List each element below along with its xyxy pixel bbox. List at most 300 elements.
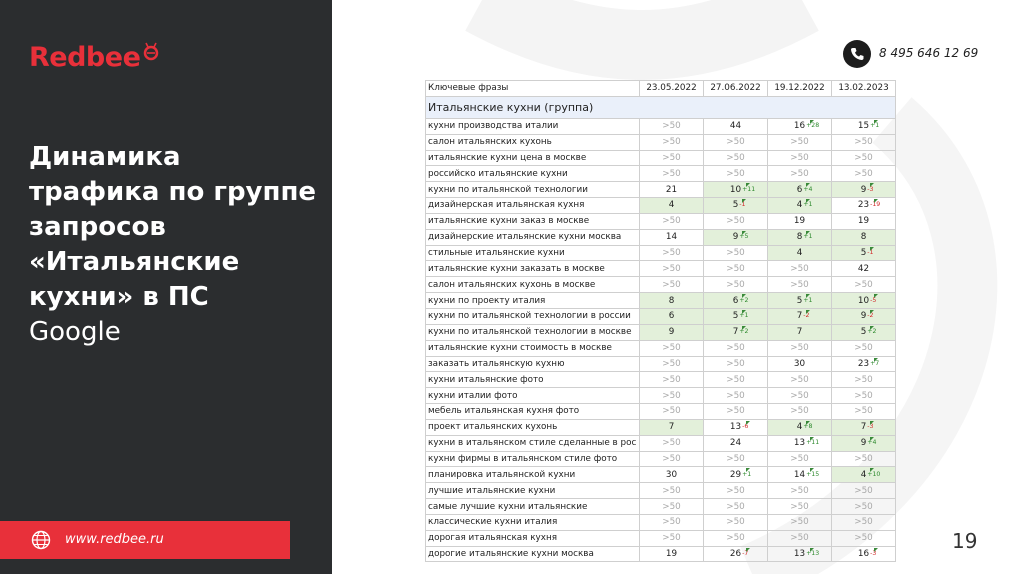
phone-icon[interactable] bbox=[843, 40, 871, 68]
keyword-cell: стильные итальянские кухни bbox=[426, 245, 640, 261]
position-change: -1 bbox=[739, 201, 746, 209]
table-row bbox=[426, 277, 896, 293]
position-value: 23 +7 bbox=[857, 358, 880, 369]
position-cell bbox=[768, 546, 832, 562]
position-change: -7 bbox=[742, 550, 749, 558]
position-value: >50 bbox=[726, 168, 745, 179]
page-number: 19 bbox=[952, 529, 978, 553]
position-change: +11 bbox=[742, 185, 756, 193]
keyword-cell: кухни италии фото bbox=[426, 388, 640, 404]
table-row bbox=[426, 293, 896, 309]
position-cell bbox=[768, 229, 832, 245]
position-cell bbox=[832, 182, 896, 198]
position-cell bbox=[704, 261, 768, 277]
position-change: +2 bbox=[867, 328, 877, 336]
position-value: 5 +1 bbox=[732, 311, 749, 322]
position-change: -2 bbox=[803, 312, 810, 320]
position-cell bbox=[832, 499, 896, 515]
position-cell bbox=[704, 546, 768, 562]
position-value: >50 bbox=[726, 533, 745, 544]
position-value: >50 bbox=[790, 390, 809, 401]
position-value: >50 bbox=[662, 533, 681, 544]
keyword-cell: кухни по проекту италия bbox=[426, 293, 640, 309]
keyword-cell: планировка итальянской кухни bbox=[426, 467, 640, 483]
position-cell bbox=[704, 514, 768, 530]
position-cell bbox=[832, 261, 896, 277]
position-value: >50 bbox=[662, 485, 681, 496]
change-flag-icon bbox=[742, 231, 746, 235]
position-value: >50 bbox=[790, 517, 809, 528]
position-cell bbox=[640, 451, 704, 467]
position-value: 7 bbox=[668, 422, 675, 433]
position-change: -3 bbox=[867, 185, 874, 193]
keyword-cell: проект итальянских кухонь bbox=[426, 419, 640, 435]
position-cell bbox=[704, 530, 768, 546]
group-row bbox=[426, 96, 896, 118]
position-value: 9 +5 bbox=[732, 232, 749, 243]
position-cell bbox=[832, 372, 896, 388]
position-value: 6 bbox=[668, 311, 675, 322]
position-change: +5 bbox=[739, 233, 749, 241]
position-value: 7 +2 bbox=[732, 327, 749, 338]
position-cell bbox=[832, 451, 896, 467]
position-value: >50 bbox=[854, 501, 873, 512]
position-cell bbox=[704, 356, 768, 372]
position-value: >50 bbox=[662, 263, 681, 274]
position-cell bbox=[768, 166, 832, 182]
table-row bbox=[426, 451, 896, 467]
table-row bbox=[426, 118, 896, 134]
keyword-cell: кухни по итальянской технологии bbox=[426, 182, 640, 198]
position-change: -2 bbox=[867, 312, 874, 320]
keyword-cell: итальянские кухни заказать в москве bbox=[426, 261, 640, 277]
position-value: 7 -2 bbox=[796, 311, 810, 322]
table-row bbox=[426, 530, 896, 546]
column-header-date: 23.05.2022 bbox=[640, 81, 704, 97]
position-value: 5 -1 bbox=[732, 200, 746, 211]
change-flag-icon bbox=[806, 310, 810, 314]
column-header-keywords: Ключевые фразы bbox=[426, 81, 640, 97]
change-flag-icon bbox=[870, 247, 874, 251]
position-change: -3 bbox=[870, 550, 877, 558]
position-value: >50 bbox=[790, 137, 809, 148]
position-change: +10 bbox=[867, 470, 881, 478]
position-cell bbox=[704, 293, 768, 309]
position-cell bbox=[832, 277, 896, 293]
position-cell bbox=[768, 213, 832, 229]
position-cell bbox=[704, 229, 768, 245]
position-cell bbox=[832, 435, 896, 451]
position-value: >50 bbox=[726, 453, 745, 464]
table-row bbox=[426, 166, 896, 182]
position-value: 7 bbox=[796, 327, 803, 338]
position-cell bbox=[640, 514, 704, 530]
table-row bbox=[426, 435, 896, 451]
position-value: >50 bbox=[790, 485, 809, 496]
position-cell bbox=[768, 419, 832, 435]
position-cell bbox=[640, 118, 704, 134]
change-flag-icon bbox=[746, 421, 750, 425]
table-row bbox=[426, 467, 896, 483]
table-row bbox=[426, 404, 896, 420]
position-cell bbox=[768, 530, 832, 546]
position-value: 10 -5 bbox=[857, 295, 877, 306]
keyword-cell: мебель итальянская кухня фото bbox=[426, 404, 640, 420]
position-value: >50 bbox=[854, 485, 873, 496]
position-value: 5 +1 bbox=[796, 295, 813, 306]
change-flag-icon bbox=[810, 120, 814, 124]
position-cell bbox=[768, 261, 832, 277]
position-cell bbox=[768, 467, 832, 483]
position-value: >50 bbox=[726, 485, 745, 496]
position-value: 4 bbox=[796, 248, 803, 259]
keyword-cell: заказать итальянскую кухню bbox=[426, 356, 640, 372]
position-cell bbox=[640, 546, 704, 562]
position-cell bbox=[640, 277, 704, 293]
position-value: >50 bbox=[662, 152, 681, 163]
position-value: 19 bbox=[793, 216, 806, 227]
table-row bbox=[426, 261, 896, 277]
position-value: 4 bbox=[668, 200, 675, 211]
position-cell bbox=[704, 372, 768, 388]
position-cell bbox=[640, 388, 704, 404]
position-value: 23 -19 bbox=[857, 200, 881, 211]
position-value: 42 bbox=[857, 263, 870, 274]
position-cell bbox=[704, 435, 768, 451]
position-value: >50 bbox=[854, 453, 873, 464]
position-change: +4 bbox=[803, 185, 813, 193]
keyword-cell: лучшие итальянские кухни bbox=[426, 483, 640, 499]
redbee-logo[interactable] bbox=[29, 42, 140, 73]
position-cell bbox=[768, 372, 832, 388]
position-cell bbox=[832, 388, 896, 404]
change-flag-icon bbox=[742, 310, 746, 314]
website-url[interactable]: www.redbee.ru bbox=[65, 532, 164, 547]
position-cell bbox=[768, 150, 832, 166]
position-value: 30 bbox=[793, 358, 806, 369]
position-cell bbox=[640, 293, 704, 309]
position-value: >50 bbox=[726, 216, 745, 227]
position-cell bbox=[640, 530, 704, 546]
position-cell bbox=[704, 308, 768, 324]
keyword-cell: кухни фирмы в итальянском стиле фото bbox=[426, 451, 640, 467]
position-value: 9 -2 bbox=[860, 311, 874, 322]
change-flag-icon bbox=[806, 294, 810, 298]
position-cell bbox=[704, 388, 768, 404]
table-row bbox=[426, 419, 896, 435]
position-change: -1 bbox=[867, 249, 874, 257]
position-value: >50 bbox=[662, 517, 681, 528]
table-row bbox=[426, 340, 896, 356]
position-change: +2 bbox=[739, 296, 749, 304]
keyword-cell: дизайнерская итальянская кухня bbox=[426, 198, 640, 214]
position-change: +1 bbox=[803, 201, 813, 209]
position-change: +11 bbox=[806, 439, 820, 447]
change-flag-icon bbox=[810, 437, 814, 441]
position-cell bbox=[704, 419, 768, 435]
position-value: 19 bbox=[857, 216, 870, 227]
position-value: >50 bbox=[726, 279, 745, 290]
keyword-cell: кухни итальянские фото bbox=[426, 372, 640, 388]
table-row bbox=[426, 134, 896, 150]
table-row bbox=[426, 229, 896, 245]
position-value: >50 bbox=[662, 137, 681, 148]
position-value: 4 +8 bbox=[796, 422, 813, 433]
keyword-cell: салон итальянских кухонь bbox=[426, 134, 640, 150]
position-cell bbox=[640, 308, 704, 324]
position-cell bbox=[768, 435, 832, 451]
keyword-cell: дорогая итальянская кухня bbox=[426, 530, 640, 546]
position-cell bbox=[640, 324, 704, 340]
position-cell bbox=[768, 277, 832, 293]
position-value: >50 bbox=[662, 453, 681, 464]
position-cell bbox=[704, 451, 768, 467]
position-cell bbox=[768, 118, 832, 134]
position-value: 13 -6 bbox=[729, 422, 749, 433]
keyword-cell: кухни по итальянской технологии в москве bbox=[426, 324, 640, 340]
position-cell bbox=[704, 245, 768, 261]
position-value: >50 bbox=[662, 121, 681, 132]
phone-number[interactable]: 8 495 646 12 69 bbox=[879, 46, 979, 60]
position-change: +2 bbox=[739, 328, 749, 336]
position-cell bbox=[832, 198, 896, 214]
position-value: >50 bbox=[662, 279, 681, 290]
position-value: >50 bbox=[854, 137, 873, 148]
keyword-cell: кухни по итальянской технологии в россии bbox=[426, 308, 640, 324]
position-cell bbox=[704, 499, 768, 515]
table-row bbox=[426, 499, 896, 515]
change-flag-icon bbox=[810, 468, 814, 472]
table-row bbox=[426, 388, 896, 404]
left-panel bbox=[0, 0, 332, 574]
position-value: >50 bbox=[854, 374, 873, 385]
change-flag-icon bbox=[874, 294, 878, 298]
position-cell bbox=[768, 245, 832, 261]
position-value: 10 +11 bbox=[729, 184, 756, 195]
table-row bbox=[426, 198, 896, 214]
position-cell bbox=[640, 134, 704, 150]
slide-title bbox=[29, 140, 319, 350]
keyword-cell: дизайнерские итальянские кухни москва bbox=[426, 229, 640, 245]
position-value: >50 bbox=[726, 374, 745, 385]
position-value: >50 bbox=[662, 390, 681, 401]
group-label: Итальянские кухни (группа) bbox=[426, 96, 896, 118]
position-change: +7 bbox=[870, 359, 880, 367]
position-value: >50 bbox=[662, 501, 681, 512]
position-cell bbox=[640, 245, 704, 261]
position-cell bbox=[832, 340, 896, 356]
position-cell bbox=[704, 277, 768, 293]
position-change: +8 bbox=[803, 423, 813, 431]
change-flag-icon bbox=[806, 199, 810, 203]
position-cell bbox=[640, 261, 704, 277]
position-value: >50 bbox=[662, 216, 681, 227]
keyword-rankings-table bbox=[425, 80, 896, 562]
position-value: 4 +1 bbox=[796, 200, 813, 211]
position-value: >50 bbox=[790, 279, 809, 290]
phone-glyph bbox=[843, 40, 871, 68]
position-cell bbox=[640, 435, 704, 451]
position-cell bbox=[704, 182, 768, 198]
position-value: 21 bbox=[665, 184, 678, 195]
change-flag-icon bbox=[806, 183, 810, 187]
position-cell bbox=[768, 356, 832, 372]
position-value: >50 bbox=[662, 374, 681, 385]
position-cell bbox=[640, 150, 704, 166]
position-value: >50 bbox=[790, 343, 809, 354]
position-change: +1 bbox=[739, 312, 749, 320]
position-value: >50 bbox=[854, 517, 873, 528]
column-header-date: 13.02.2023 bbox=[832, 81, 896, 97]
position-value: 19 bbox=[665, 549, 678, 560]
position-cell bbox=[640, 229, 704, 245]
position-value: >50 bbox=[726, 137, 745, 148]
table-row bbox=[426, 245, 896, 261]
table-row bbox=[426, 483, 896, 499]
position-cell bbox=[704, 324, 768, 340]
position-value: >50 bbox=[790, 152, 809, 163]
keyword-cell: итальянские кухни стоимость в москве bbox=[426, 340, 640, 356]
position-value: 9 bbox=[668, 327, 675, 338]
position-value: >50 bbox=[790, 406, 809, 417]
position-cell bbox=[640, 499, 704, 515]
position-cell bbox=[704, 483, 768, 499]
table-row bbox=[426, 372, 896, 388]
position-value: 9 +4 bbox=[860, 438, 877, 449]
position-change: +1 bbox=[870, 122, 880, 130]
position-cell bbox=[640, 404, 704, 420]
position-cell bbox=[832, 467, 896, 483]
column-header-date: 19.12.2022 bbox=[768, 81, 832, 97]
change-flag-icon bbox=[874, 548, 878, 552]
position-value: 6 +2 bbox=[732, 295, 749, 306]
position-value: >50 bbox=[790, 501, 809, 512]
position-cell bbox=[640, 340, 704, 356]
position-value: 30 bbox=[665, 469, 678, 480]
position-cell bbox=[832, 166, 896, 182]
position-cell bbox=[768, 198, 832, 214]
position-value: >50 bbox=[854, 279, 873, 290]
change-flag-icon bbox=[874, 199, 878, 203]
position-value: >50 bbox=[662, 406, 681, 417]
table-row bbox=[426, 356, 896, 372]
position-change: -5 bbox=[870, 296, 877, 304]
position-cell bbox=[832, 530, 896, 546]
position-change: +4 bbox=[867, 439, 877, 447]
position-value: 29 +1 bbox=[729, 469, 752, 480]
change-flag-icon bbox=[874, 120, 878, 124]
position-value: 44 bbox=[729, 121, 742, 132]
position-value: 9 -3 bbox=[860, 184, 874, 195]
position-value: >50 bbox=[854, 152, 873, 163]
table-row bbox=[426, 182, 896, 198]
position-change: +13 bbox=[806, 550, 820, 558]
position-change: -3 bbox=[867, 423, 874, 431]
change-flag-icon bbox=[870, 183, 874, 187]
website-bar[interactable] bbox=[0, 521, 290, 559]
position-cell bbox=[640, 166, 704, 182]
position-cell bbox=[704, 118, 768, 134]
column-header-date: 27.06.2022 bbox=[704, 81, 768, 97]
position-cell bbox=[704, 198, 768, 214]
position-cell bbox=[640, 198, 704, 214]
position-value: >50 bbox=[662, 438, 681, 449]
position-cell bbox=[832, 229, 896, 245]
position-cell bbox=[832, 293, 896, 309]
position-cell bbox=[640, 356, 704, 372]
position-value: 5 +2 bbox=[860, 327, 877, 338]
position-cell bbox=[640, 182, 704, 198]
position-cell bbox=[832, 483, 896, 499]
position-cell bbox=[768, 388, 832, 404]
position-value: >50 bbox=[726, 358, 745, 369]
position-value: >50 bbox=[726, 406, 745, 417]
position-cell bbox=[832, 514, 896, 530]
table-row bbox=[426, 308, 896, 324]
position-value: >50 bbox=[726, 517, 745, 528]
position-cell bbox=[704, 166, 768, 182]
keyword-cell: салон итальянских кухонь в москве bbox=[426, 277, 640, 293]
position-cell bbox=[704, 404, 768, 420]
change-flag-icon bbox=[746, 548, 750, 552]
position-cell bbox=[704, 134, 768, 150]
position-change: +1 bbox=[742, 470, 752, 478]
position-cell bbox=[832, 245, 896, 261]
position-value: >50 bbox=[790, 453, 809, 464]
position-value: >50 bbox=[790, 168, 809, 179]
position-value: >50 bbox=[790, 374, 809, 385]
change-flag-icon bbox=[870, 437, 874, 441]
table-row bbox=[426, 546, 896, 562]
position-value: >50 bbox=[662, 358, 681, 369]
position-value: 16 -3 bbox=[857, 549, 877, 560]
bee-icon bbox=[141, 42, 161, 62]
keyword-cell: дорогие итальянские кухни москва bbox=[426, 546, 640, 562]
position-value: >50 bbox=[662, 343, 681, 354]
slide-title-suffix: Google bbox=[29, 317, 121, 347]
keyword-cell: самые лучшие кухни итальянские bbox=[426, 499, 640, 515]
position-cell bbox=[640, 213, 704, 229]
change-flag-icon bbox=[810, 548, 814, 552]
position-value: >50 bbox=[854, 343, 873, 354]
change-flag-icon bbox=[746, 183, 750, 187]
position-cell bbox=[832, 118, 896, 134]
position-value: 6 +4 bbox=[796, 184, 813, 195]
position-cell bbox=[768, 483, 832, 499]
table-header-row bbox=[426, 81, 896, 97]
position-cell bbox=[768, 499, 832, 515]
position-cell bbox=[768, 182, 832, 198]
keyword-cell: кухни производства италии bbox=[426, 118, 640, 134]
position-value: >50 bbox=[726, 248, 745, 259]
position-value: 7 -3 bbox=[860, 422, 874, 433]
position-value: >50 bbox=[854, 168, 873, 179]
globe-icon bbox=[31, 530, 51, 550]
position-cell bbox=[768, 514, 832, 530]
position-value: 14 bbox=[665, 232, 678, 243]
position-cell bbox=[832, 356, 896, 372]
change-flag-icon bbox=[870, 421, 874, 425]
position-cell bbox=[640, 419, 704, 435]
change-flag-icon bbox=[806, 231, 810, 235]
position-cell bbox=[768, 324, 832, 340]
position-cell bbox=[832, 324, 896, 340]
position-cell bbox=[832, 213, 896, 229]
position-cell bbox=[768, 308, 832, 324]
position-value: >50 bbox=[726, 501, 745, 512]
position-cell bbox=[768, 134, 832, 150]
slide-title-main: Динамика трафика по группе запросов «Итальянские кухни» в ПС bbox=[29, 142, 317, 312]
